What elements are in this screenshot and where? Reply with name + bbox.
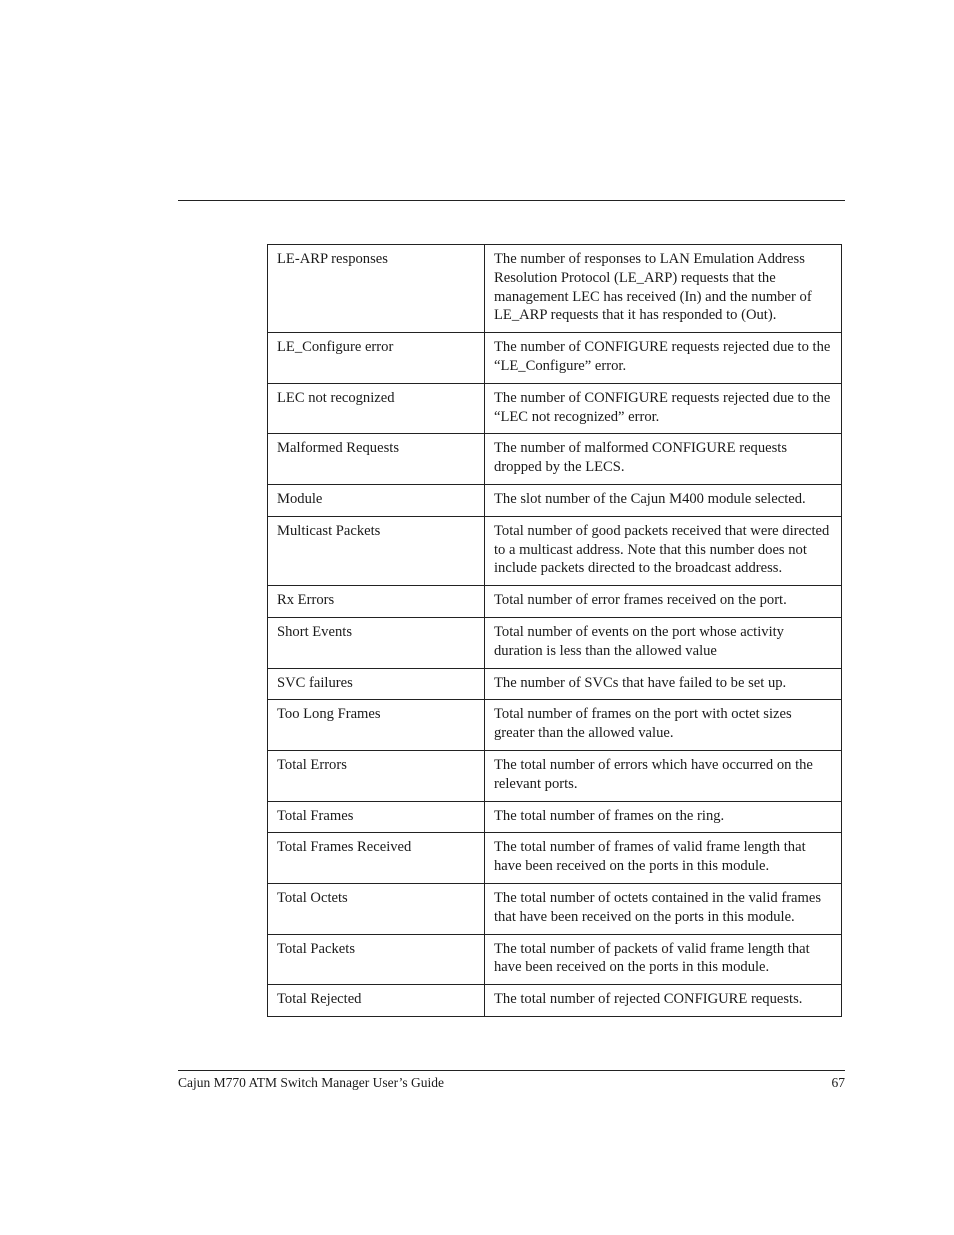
term-cell: Total Errors: [268, 750, 485, 801]
description-cell: The total number of octets contained in the valid frames that have been received on the ports in this module.: [485, 883, 842, 934]
term-cell: SVC failures: [268, 668, 485, 700]
description-cell: The total number of frames of valid frame length that have been received on the ports in this module.: [485, 833, 842, 884]
description-cell: Total number of frames on the port with octet sizes greater than the allowed value.: [485, 700, 842, 751]
table-row: [268, 586, 842, 618]
footer-page-number: 67: [831, 1075, 845, 1090]
table-row: [268, 985, 842, 1017]
description-cell: The total number of packets of valid frame length that have been received on the ports in this module.: [485, 934, 842, 985]
table-row: [268, 434, 842, 485]
description-cell: The number of malformed CONFIGURE requests dropped by the LECS.: [485, 434, 842, 485]
description-cell: Total number of good packets received that were directed to a multicast address. Note that this number does not include packets directed to the broadcast address.: [485, 516, 842, 585]
table-row: [268, 484, 842, 516]
term-cell: LE_Configure error: [268, 333, 485, 384]
table-row: [268, 833, 842, 884]
table-row: [268, 333, 842, 384]
term-cell: Total Rejected: [268, 985, 485, 1017]
description-cell: The slot number of the Cajun M400 module selected.: [485, 484, 842, 516]
description-cell: Total number of error frames received on the port.: [485, 586, 842, 618]
table-row: [268, 668, 842, 700]
term-cell: Multicast Packets: [268, 516, 485, 585]
definitions-table-body: [268, 245, 842, 1017]
description-cell: Total number of events on the port whose activity duration is less than the allowed value: [485, 617, 842, 668]
term-cell: Short Events: [268, 617, 485, 668]
description-cell: The number of CONFIGURE requests rejected due to the “LE_Configure” error.: [485, 333, 842, 384]
term-cell: Total Octets: [268, 883, 485, 934]
header-rule: [178, 200, 845, 201]
term-cell: LEC not recognized: [268, 383, 485, 434]
term-cell: Rx Errors: [268, 586, 485, 618]
table-row: [268, 750, 842, 801]
term-cell: Module: [268, 484, 485, 516]
table-row: [268, 617, 842, 668]
definitions-table: [267, 244, 842, 1017]
table-row: [268, 801, 842, 833]
term-cell: Too Long Frames: [268, 700, 485, 751]
description-cell: The number of CONFIGURE requests rejected due to the “LEC not recognized” error.: [485, 383, 842, 434]
table-row: [268, 883, 842, 934]
description-cell: The number of responses to LAN Emulation Address Resolution Protocol (LE_ARP) requests that the management LEC has received (In) and the number of LE_ARP requests that it has responded to (Out).: [485, 245, 842, 333]
table-row: [268, 383, 842, 434]
term-cell: Total Frames: [268, 801, 485, 833]
table-row: [268, 934, 842, 985]
description-cell: The total number of rejected CONFIGURE requests.: [485, 985, 842, 1017]
term-cell: Total Packets: [268, 934, 485, 985]
description-cell: The number of SVCs that have failed to be set up.: [485, 668, 842, 700]
description-cell: The total number of errors which have occurred on the relevant ports.: [485, 750, 842, 801]
footer-document-title: Cajun M770 ATM Switch Manager User’s Guide: [178, 1075, 444, 1090]
term-cell: Malformed Requests: [268, 434, 485, 485]
term-cell: Total Frames Received: [268, 833, 485, 884]
table-row: [268, 700, 842, 751]
description-cell: The total number of frames on the ring.: [485, 801, 842, 833]
table-row: [268, 245, 842, 333]
footer-rule: [178, 1070, 845, 1071]
table-row: [268, 516, 842, 585]
term-cell: LE-ARP responses: [268, 245, 485, 333]
